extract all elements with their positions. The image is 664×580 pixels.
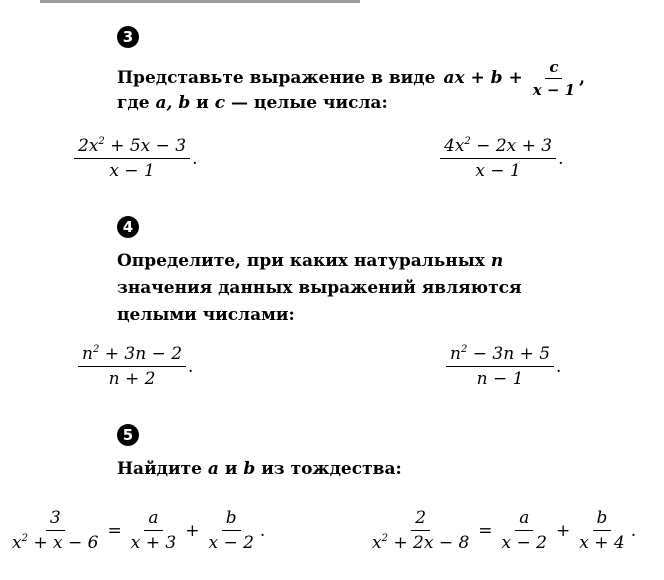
- lhs-fraction: [368, 508, 473, 553]
- numerator: $4x^2 - 2x + 3$: [440, 136, 556, 159]
- plus-sign: +: [185, 520, 200, 541]
- task-4-statement: [117, 248, 522, 329]
- period: .: [192, 148, 198, 169]
- task-number-badge: 3: [117, 26, 139, 48]
- identity-1: [8, 508, 265, 553]
- target-form-numerator: c: [545, 58, 562, 79]
- term-a-fraction: [127, 508, 180, 553]
- denominator: x − 1: [475, 161, 521, 181]
- task-5-statement: [117, 456, 402, 483]
- target-form: [443, 58, 585, 99]
- term-a-fraction: [498, 508, 551, 553]
- var-c: c: [214, 93, 226, 113]
- numerator: $n^2 - 3n + 5$: [446, 344, 554, 367]
- var-b: b: [178, 93, 191, 113]
- task-3-statement: [117, 57, 586, 117]
- target-form-fraction: [529, 58, 579, 99]
- task-number-badge: 5: [117, 424, 139, 446]
- period: .: [558, 148, 564, 169]
- denominator: n − 1: [476, 369, 524, 389]
- task-3-expression-2: [440, 136, 564, 181]
- numerator: b: [222, 508, 241, 531]
- denominator: x − 2: [208, 533, 254, 553]
- fraction: [446, 344, 554, 389]
- task-5-text-a: Найдите: [117, 459, 202, 479]
- numerator: 3: [46, 508, 65, 531]
- identity-2: [368, 508, 636, 553]
- target-form-denominator: x − 1: [532, 80, 576, 99]
- denominator: x + 3: [130, 533, 177, 553]
- task-3-text-line1: Представьте выражение в виде: [117, 67, 436, 88]
- equals-sign: =: [107, 520, 122, 541]
- task-4-line1: Определите, при каких натуральных: [117, 251, 485, 271]
- task-4-line2: значения данных выражений являются: [117, 278, 522, 298]
- task-number-badge: 4: [117, 216, 139, 238]
- conj-and: и: [196, 93, 209, 113]
- lhs-fraction: [8, 508, 102, 553]
- fraction: [74, 136, 190, 181]
- denominator: x + 4: [579, 533, 625, 553]
- numerator: a: [515, 508, 533, 531]
- target-form-lhs: ax + b +: [443, 67, 523, 88]
- top-rule: [40, 0, 360, 3]
- numerator: a: [144, 508, 162, 531]
- numerator: b: [593, 508, 612, 531]
- var-n: n: [490, 251, 504, 271]
- task-4-expression-1: [78, 344, 193, 389]
- term-b-fraction: [575, 508, 628, 553]
- task-3-tail: — целые числа:: [230, 93, 388, 113]
- plus-sign: +: [556, 520, 571, 541]
- var-b: b: [243, 459, 256, 479]
- task-3-expression-1: [74, 136, 198, 181]
- numerator: 2: [411, 508, 430, 531]
- denominator: x − 1: [109, 161, 155, 181]
- period: .: [188, 356, 194, 377]
- conj-and: и: [224, 459, 238, 479]
- denominator: n + 2: [108, 369, 156, 389]
- denominator: x − 2: [501, 533, 548, 553]
- numerator: $n^2 + 3n - 2$: [78, 344, 186, 367]
- fraction: [78, 344, 186, 389]
- target-form-comma: ,: [579, 67, 586, 88]
- var-a: a,: [155, 93, 173, 113]
- task-4-line3: целыми числами:: [117, 305, 295, 325]
- term-b-fraction: [204, 508, 257, 553]
- equals-sign: =: [478, 520, 493, 541]
- task-4-expression-2: [446, 344, 561, 389]
- period: .: [556, 356, 562, 377]
- task-5-text-b: из тождества:: [261, 459, 402, 479]
- denominator: $x^2 + x - 6$: [12, 533, 99, 553]
- denominator: $x^2 + 2x - 8$: [372, 533, 470, 553]
- var-a: a: [207, 459, 219, 479]
- period: .: [630, 520, 637, 541]
- fraction: [440, 136, 556, 181]
- numerator: $2x^2 + 5x - 3$: [74, 136, 190, 159]
- period: .: [259, 520, 266, 541]
- task-3-where: где: [117, 93, 150, 113]
